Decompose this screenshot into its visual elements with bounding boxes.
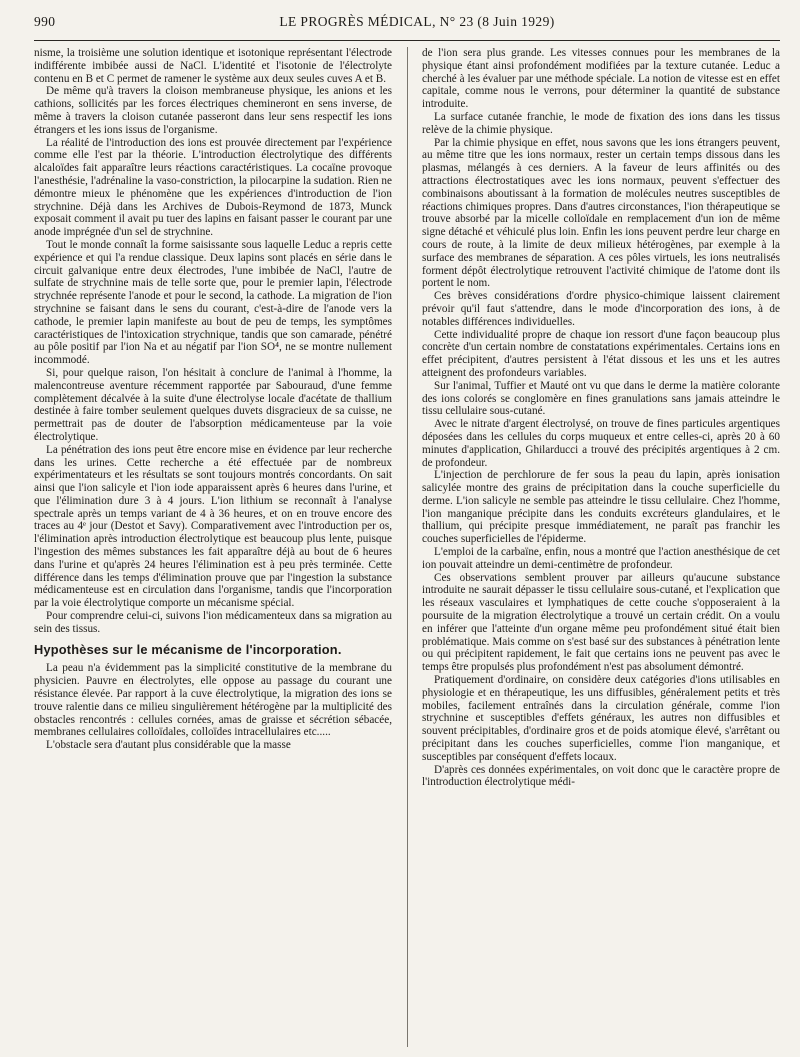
paragraph: De même qu'à travers la cloison membraneuse physique, les anions et les cathions, sollicités par les forces électriques chemineront en sens inverse, de même à travers la cloison cutanée passeront dans leur sens respectif les ions étrangers et les ions issus de l'organisme.	[34, 85, 392, 136]
right-column	[422, 47, 780, 1047]
paragraph: La surface cutanée franchie, le mode de fixation des ions dans les tissus relève de la chimie physique.	[422, 110, 780, 136]
running-header	[34, 14, 780, 36]
paragraph: La peau n'a évidemment pas la simplicité constitutive de la membrane du physicien. Pauvre en électrolytes, elle oppose au passage du courant une résistance élevée. Par rapport à la cuve électrolytique, la migration des ions se trouve ralentie dans ce milieu singulièrement hétérogène par la multiplicité des obstacles rencontrés : cellules cornées, amas de graisse et sécrétion sébacée, membranes cellulaires colloïdales, colloïdes intracellulaires etc.....	[34, 662, 392, 739]
paragraph: La réalité de l'introduction des ions est prouvée directement par l'expérience comme elle l'est par la théorie. L'introduction électrolytique des différents alcaloïdes fait apparaître leurs réactions caractéristiques. La cocaïne provoque l'anesthésie, l'adrénaline la vaso-constriction, la pilocarpine la sudation. Rien ne démontre mieux le phénomène que les expériences d'introduction de l'ion strychnine. Déjà dans les Archives de Dubois-Reymond de 1873, Munck exposait comment il avait pu tuer des lapins en faisant passer le courant par une anode imprégnée d'un sel de strychnine.	[34, 136, 392, 239]
paragraph: Cette individualité propre de chaque ion ressort d'une façon beaucoup plus concrète d'un certain nombre de constatations expérimentales. Certains ions en effet précipitent, d'autres persistent à l'état dissous et les uns et les autres atteignent des profondeurs variables.	[422, 328, 780, 379]
page-number: 990	[34, 14, 56, 29]
paragraph: Pratiquement d'ordinaire, on considère deux catégories d'ions utilisables en physiologie et en thérapeutique, les uns diffusibles, généralement petits et très mobiles, facilement entraînés dans la circulation générale, comme l'ion strychnine et susceptibles d'effets généraux, les autres non diffusibles et souvent précipitables, d'ordinaire gros et de poids atomique élevé, s'arrêtant ou précipitant dans les couches superficielles, comme l'ion manganique, et susceptibles par conséquent d'effets locaux.	[422, 674, 780, 763]
paragraph: Ces brèves considérations d'ordre physico-chimique laissent clairement prévoir qu'il faut s'attendre, dans le mode d'incorporation des ions, à de notables différences individuelles.	[422, 290, 780, 328]
paragraph: Sur l'animal, Tuffier et Mauté ont vu que dans le derme la matière colorante des ions colorés se conglomère en fines granulations sans jamais atteindre le tissu cellulaire sous-cutané.	[422, 379, 780, 418]
paragraph: nisme, la troisième une solution identique et isotonique représentant l'électrode indifférente imbibée aussi de NaCl. L'identité et l'isotonie de l'électrolyte contenu en B et C permet de ramener le système aux deux seules cuves A et B.	[34, 47, 392, 85]
paragraph: de l'ion sera plus grande. Les vitesses connues pour les membranes de la physique étant ainsi profondément modifiées par la texture cutanée. Leduc a cherché à les évaluer par une méthode spéciale. La notion de vitesse est en effet capitale, comme nous le verrons, pour déterminer la quantité de substance introduite.	[422, 47, 780, 111]
paragraph: D'après ces données expérimentales, on voit donc que le caractère propre de l'introduction électrolytique médi-	[422, 763, 780, 789]
paragraph: Si, pour quelque raison, l'on hésitait à conclure de l'animal à l'homme, la malencontreuse aventure récemment rapportée par Sabouraud, d'une femme complètement décalvée à la suite d'une électrolyse locale d'acétate de thallium destinée à faire tomber seulement quelques duvets disgracieux de sa cuisse, ne permettrait pas de douter de l'absorption médicamenteuse par la voie électrolytique.	[34, 366, 392, 443]
paragraph: L'injection de perchlorure de fer sous la peau du lapin, après ionisation salicylée montre des grains de précipitation dans la couche superficielle du derme. L'ion salicyle ne semble pas atteindre le tissu cellulaire. Chez l'homme, l'ion manganique précipite dans les conduits excréteurs glandulaires, et le thallium, qui précipite presque immédiatement, ne paraît pas franchir les couches superficielles de l'épiderme.	[422, 469, 780, 546]
paragraph: La pénétration des ions peut être encore mise en évidence par leur recherche dans les urines. Cette recherche a été effectuée par de nombreux expérimentateurs et les résultats se sont toujours montrés concordants. On sait ainsi que l'ion salicyle et l'ion iode apparaissent après 6 heures dans l'urine, et que l'élimination dure 3 à 4 jours. L'ion lithium se reconnaît à l'analyse spectrale après un temps variant de 4 à 36 heures, et on en trouve encore des traces au 4ᵉ jour (Destot et Savy). Comparativement avec l'introduction per os, l'élimination après introduction électrolytique est beaucoup plus lente, puisque l'ingestion des mêmes substances les fait apparaître déjà au bout de 6 heures dans l'urine et qu'après 24 heures l'élimination est à peu près terminée. Cette différence dans les temps d'élimination prouve que par l'ingestion la substance médicamenteuse est en circulation dans l'organisme, tandis que l'incorporation par la voie électrolytique comporte un mécanisme spécial.	[34, 443, 392, 610]
column-divider	[407, 47, 408, 1047]
paragraph: Avec le nitrate d'argent électrolysé, on trouve de fines particules argentiques déposées dans les cellules du corps muqueux et entre celles-ci, après 20 à 60 minutes d'application, Ghilarducci a trouvé des précipités argentiques à 2 cm. de profondeur.	[422, 418, 780, 469]
journal-title: LE PROGRÈS MÉDICAL, N° 23 (8 Juin 1929)	[279, 14, 555, 29]
left-column	[34, 47, 392, 1047]
paragraph: L'obstacle sera d'autant plus considérable que la masse	[46, 739, 291, 752]
section-heading: Hypothèses sur le mécanisme de l'incorporation.	[34, 641, 342, 657]
paragraph: Par la chimie physique en effet, nous savons que les ions étrangers peuvent, au même titre que les ions normaux, rester un certain temps dissous dans les plasmas, mélangés à ces derniers. A la faveur de leurs affinités ou des attractions électrostatiques avec les ions normaux, peuvent s'effectuer des combinaisons aboutissant à la formation de molécules neutres susceptibles de réactions chimiques propres. Dans d'autres circonstances, l'ion thérapeutique se trouve absorbé par la micelle colloïdale en remplacement d'un ion de même signe détaché et véhiculé plus loin. Enfin les ions peuvent perdre leur charge en cours de route, à la limite de deux milieux hétérogènes, par exemple à la surface des membranes de séparation. A ces pôles virtuels, les ions neutralisés forment dépôt électrolytique retrouvent l'activité chimique de l'atome dont ils portent le nom.	[422, 136, 780, 290]
paragraph: Ces observations semblent prouver par ailleurs qu'aucune substance introduite ne saurait dépasser le tissu cellulaire sous-cutané, et l'explication que les réseaux vasculaires et lymphatiques de cette couche s'opposeraient à la poursuite de la migration électrolytique a trouvé un certain crédit. On a voulu en inférer que l'atteinte d'un organe même peu profondément situé était bien problématique. Mais comme on s'est basé sur des substances à pénétration lente ou qui précipitent rapidement, le fait que certains ions ne peuvent pas avec le temps être propulsés plus profondément n'est pas absolument démontré.	[422, 571, 780, 674]
text-columns	[34, 47, 780, 1047]
paragraph: Tout le monde connaît la forme saisissante sous laquelle Leduc a repris cette expérience et qui l'a rendue classique. Deux lapins sont placés en série dans le circuit galvanique entre deux électrodes, l'une imbibée de NaCl, l'autre de sulfate de strychnine mais de telle sorte que, pour le premier lapin, l'électrode strychnée représente l'anode et pour le second, la cathode. La migration de l'ion strychnine se faisant dans le sens du courant, c'est-à-dire de l'anode vers la cathode, le premier lapin manifeste au bout de peu de temps, les symptômes caractéristiques de l'intoxication strychnique, tandis que son camarade, pénétré au pôle positif par l'ion Na et au négatif par l'ion SO⁴, ne se montre nullement incommodé.	[34, 238, 392, 367]
header-rule	[34, 40, 780, 41]
paragraph: Pour comprendre celui-ci, suivons l'ion médicamenteux dans sa migration au sein des tissus.	[34, 610, 392, 635]
paragraph: L'emploi de la carbaïne, enfin, nous a montré que l'action anesthésique de cet ion pouvait atteindre un demi-centimètre de profondeur.	[422, 546, 780, 571]
